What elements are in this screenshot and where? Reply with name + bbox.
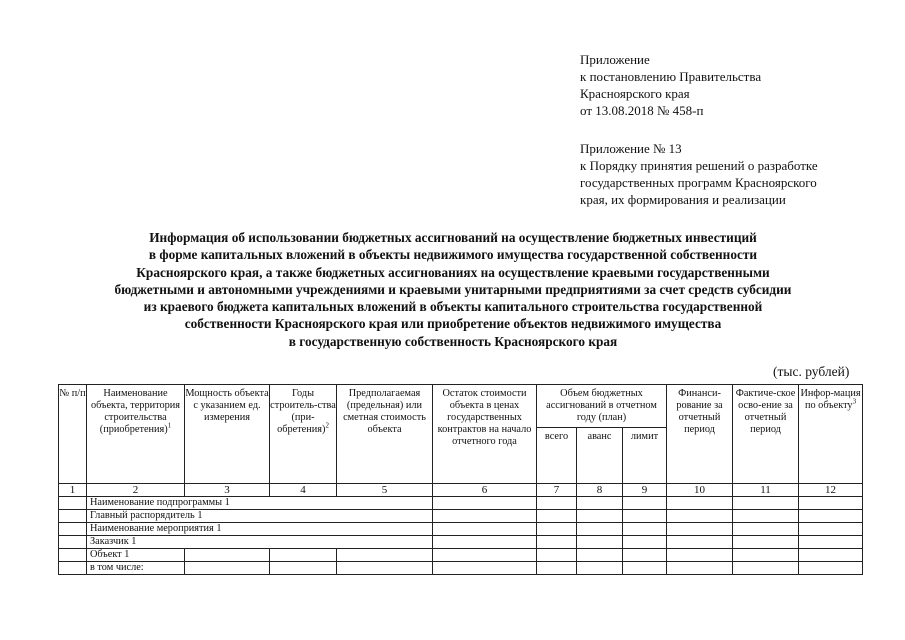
table-cell	[337, 562, 433, 575]
title-line: Информация об использовании бюджетных ассигнований на осуществление бюджетных инвестиций	[149, 230, 757, 245]
row-label-including: в том числе:	[87, 562, 185, 575]
title-line: Красноярского края, а также бюджетных ассигнованиях на осуществление краевыми государственными	[136, 264, 770, 280]
column-number: 11	[733, 484, 799, 497]
appendix13-line: государственных программ Красноярского	[580, 175, 817, 190]
column-number: 5	[337, 484, 433, 497]
table-cell	[185, 549, 270, 562]
header-cell-allocations-group: Объем бюджетных ассигнований в отчетном году (план)	[537, 385, 667, 428]
appendix-line: Приложение	[580, 52, 650, 67]
row-label-object: Объект 1	[87, 549, 185, 562]
header-cell-limit: лимит	[623, 428, 667, 484]
row-label-main-manager: Главный распорядитель 1	[87, 510, 433, 523]
table-cell	[577, 497, 623, 510]
header-cell-advance: аванс	[577, 428, 623, 484]
header-cell-financing: Финанси-рование за отчетный период	[667, 385, 733, 484]
table-row	[59, 510, 863, 523]
table-cell	[433, 510, 537, 523]
table-cell	[537, 523, 577, 536]
table-cell	[623, 523, 667, 536]
table-cell	[799, 536, 863, 549]
table-row	[59, 549, 863, 562]
table-cell	[733, 562, 799, 575]
header-cell-remaining-cost: Остаток стоимости объекта в ценах государственных контрактов на начало отчетного года	[433, 385, 537, 484]
table-cell	[733, 497, 799, 510]
appendix13-line: Приложение № 13	[580, 141, 682, 156]
appendix13-line: к Порядку принятия решений о разработке	[580, 158, 818, 173]
table-cell	[433, 536, 537, 549]
table-row	[59, 562, 863, 575]
document-title	[40, 229, 866, 350]
table-cell	[59, 510, 87, 523]
table-cell	[270, 549, 337, 562]
column-number-row	[59, 484, 863, 497]
table-cell	[537, 536, 577, 549]
header-cell-total: всего	[537, 428, 577, 484]
table-cell	[577, 562, 623, 575]
table-cell	[623, 562, 667, 575]
table-cell	[667, 549, 733, 562]
table-row	[59, 497, 863, 510]
row-label-customer: Заказчик 1	[87, 536, 433, 549]
appendix13-line: края, их формирования и реализации	[580, 192, 786, 207]
report-table	[58, 384, 863, 575]
table-cell	[733, 510, 799, 523]
row-label-subprogram: Наименование подпрограммы 1	[87, 497, 433, 510]
table-cell	[799, 510, 863, 523]
appendix-header	[580, 51, 761, 119]
table-cell	[623, 510, 667, 523]
table-cell	[733, 536, 799, 549]
header-cell-actual-use: Фактиче-ское осво-ение за отчетный период	[733, 385, 799, 484]
row-label-activity: Наименование мероприятия 1	[87, 523, 433, 536]
column-number: 12	[799, 484, 863, 497]
table-cell	[667, 497, 733, 510]
column-number: 6	[433, 484, 537, 497]
table-header-row	[59, 385, 863, 428]
table-cell	[433, 562, 537, 575]
table-cell	[59, 536, 87, 549]
column-number: 9	[623, 484, 667, 497]
column-number: 3	[185, 484, 270, 497]
table-cell	[537, 549, 577, 562]
table-cell	[733, 549, 799, 562]
appendix-line: к постановлению Правительства	[580, 69, 762, 84]
table-cell	[667, 562, 733, 575]
appendix-line: Красноярского края	[580, 86, 690, 101]
table-cell	[577, 510, 623, 523]
header-cell-number: № п/п	[59, 385, 87, 484]
header-cell-estimated-cost: Предполагаемая (предельная) или сметная стоимость объекта	[337, 385, 433, 484]
table-row	[59, 523, 863, 536]
table-cell	[433, 523, 537, 536]
appendix13-header	[580, 140, 818, 208]
title-line: из краевого бюджета капитальных вложений в объекты капитального строительства государственной	[143, 299, 763, 315]
table-cell	[577, 536, 623, 549]
table-cell	[537, 510, 577, 523]
table-cell	[59, 497, 87, 510]
table-cell	[799, 523, 863, 536]
table-cell	[667, 523, 733, 536]
table-cell	[537, 562, 577, 575]
table-cell	[623, 536, 667, 549]
title-line: бюджетными и автономными учреждениями и краевыми унитарными предприятиями за счет средств субсидии	[114, 281, 792, 297]
table-cell	[59, 549, 87, 562]
table-cell	[59, 523, 87, 536]
title-line: собственности Красноярского края или приобретение объектов недвижимого имущества	[184, 316, 722, 332]
appendix-line: от 13.08.2018 № 458-п	[580, 103, 704, 118]
table-cell	[537, 497, 577, 510]
column-number: 2	[87, 484, 185, 497]
header-cell-object-name: Наименование объекта, территория строительства (приобретения)$^1$	[87, 385, 185, 484]
table-cell	[270, 562, 337, 575]
column-number: 4	[270, 484, 337, 497]
table-cell	[337, 549, 433, 562]
table-cell	[733, 523, 799, 536]
column-number: 8	[577, 484, 623, 497]
table-cell	[799, 497, 863, 510]
table-cell	[623, 497, 667, 510]
table-cell	[623, 549, 667, 562]
table-cell	[577, 549, 623, 562]
table-cell	[59, 562, 87, 575]
title-line: в форме капитальных вложений в объекты недвижимого имущества государственной собственности	[148, 247, 758, 263]
table-row	[59, 536, 863, 549]
table-cell	[433, 497, 537, 510]
table-cell	[667, 510, 733, 523]
table-cell	[799, 562, 863, 575]
header-cell-capacity: Мощность объекта с указанием ед. измерения	[185, 385, 270, 484]
column-number: 10	[667, 484, 733, 497]
table-cell	[577, 523, 623, 536]
header-cell-object-info: Инфор-мация по объекту$^3$	[799, 385, 863, 484]
table-cell	[185, 562, 270, 575]
column-number: 1	[59, 484, 87, 497]
title-line: в государственную собственность Красноярского края	[288, 333, 618, 349]
table-cell	[799, 549, 863, 562]
units-label: (тыс. рублей)	[773, 364, 850, 379]
header-cell-years: Годы строитель-ства (при-обретения)$^2$	[270, 385, 337, 484]
column-number: 7	[537, 484, 577, 497]
table-cell	[433, 549, 537, 562]
table-cell	[667, 536, 733, 549]
